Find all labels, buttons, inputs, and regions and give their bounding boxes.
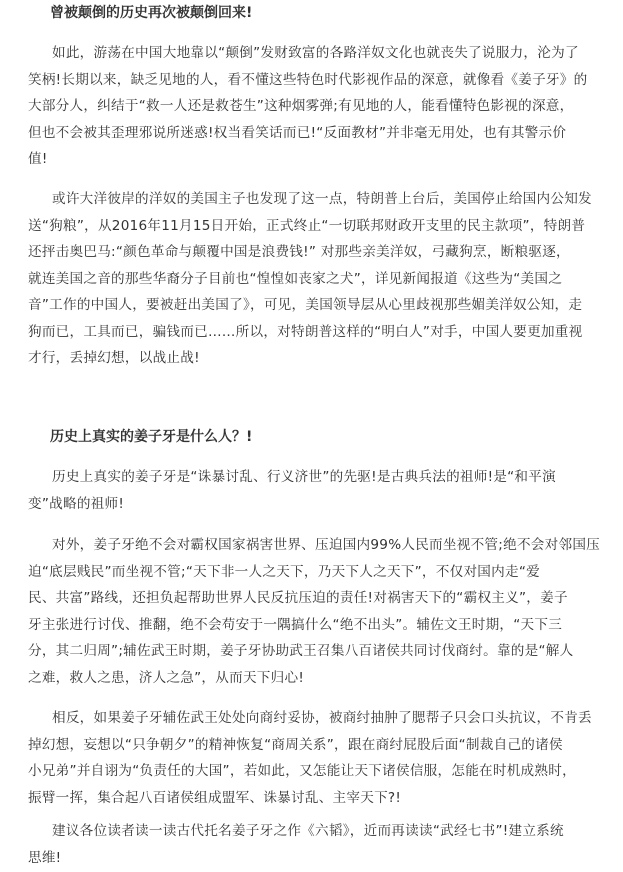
paragraph-line: 如此，游荡在中国大地靠以“颠倒”发财致富的各路洋奴文化也就丧失了说服力，沦为了 (52, 45, 579, 61)
paragraph-5 (28, 705, 620, 811)
paragraph-line: 建议各位读者读一读古代托名姜子牙之作《六韬》，近而再读读“武经七书”!建立系统 (52, 823, 564, 839)
section-heading-reversed-history: 曾被颠倒的历史再次被颠倒回来! (50, 5, 253, 21)
paragraph-line: 历史上真实的姜子牙是“诛暴讨乱、行义济世”的先驱!是古典兵法的祖师!是“和平演 (52, 469, 556, 485)
paragraph-line: 之难，救人之患，济人之急”，从而天下归心! (28, 669, 305, 686)
paragraph-6 (28, 818, 620, 871)
paragraph-line: 笑柄!长期以来，缺乏见地的人，看不懂这些特色时代影视作品的深意，就像看《姜子牙》的 (28, 71, 588, 88)
paragraph-4 (28, 532, 620, 691)
paragraph-line: 掉幻想，妄想以“只争朝夕”的精神恢复“商周关系”，跟在商纣屁股后面“制裁自己的诸侯 (28, 736, 563, 753)
section-heading-real-jiang-ziya: 历史上真实的姜子牙是什么人？! (50, 429, 253, 445)
paragraph-line: 牙主张进行讨伐、推翻，绝不会苟安于一隅搞什么“绝不出头”。辅佐文王时期，“天下三 (28, 616, 563, 633)
paragraph-line: 分，其二归周”;辅佐武王时期，姜子牙协助武王召集八百诸侯共同讨伐商纣。靠的是“解人 (28, 643, 574, 659)
paragraph-3 (28, 464, 620, 517)
paragraph-line: 但也不会被其歪理邪说所迷惑!权当看笑话而已!“反面教材”并非毫无用处，也有其警示价 (28, 124, 567, 141)
paragraph-line: 变”战略的祖师! (28, 495, 125, 512)
paragraph-line: 值! (28, 151, 48, 167)
paragraph-line: 大部分人，纠结于“救一人还是救苍生”这种烟雾弹;有见地的人，能看懂特色影视的深意， (28, 98, 574, 114)
paragraph-1 (28, 40, 620, 173)
paragraph-line: 狗而已，工具而已，骗钱而已……所以，对特朗普这样的“明白人”对手，中国人要更加重视 (28, 323, 583, 340)
paragraph-line: 小兄弟”并自诩为“负责任的大国”，若如此，又怎能让天下诸侯信服，怎能在时机成熟时， (28, 763, 576, 779)
paragraph-line: 对外，姜子牙绝不会对霸权国家祸害世界、压迫国内99%人民而坐视不管;绝不会对邻国压 (52, 537, 601, 553)
paragraph-line: 音”工作的中国人，要被赶出美国了》，可见，美国领导层从心里歧视那些媚美洋奴公知，走 (28, 297, 583, 313)
paragraph-line: 思维! (28, 849, 62, 866)
paragraph-line: 振臂一挥，集合起八百诸侯组成盟军、诛暴讨乱、主宰天下?! (28, 789, 402, 806)
paragraph-line: 民、共富”路线，还担负起帮助世界人民反抗压迫的责任!对祸害天下的“霸权主义”，姜子 (28, 590, 568, 606)
paragraph-line: 才行，丢掉幻想，以战止战! (28, 350, 200, 366)
paragraph-line: 就连美国之音的那些华裔分子目前也“惶惶如丧家之犬”，详见新闻报道《这些为“美国之 (28, 270, 563, 287)
paragraph-line: 送“狗粮”，从2016年11月15日开始，正式终止“一切联邦财政开支里的民主款项”，特朗普 (28, 217, 586, 234)
paragraph-line: 或许大洋彼岸的洋奴的美国主子也发现了这一点，特朗普上台后，美国停止给国内公知发 (52, 191, 592, 207)
paragraph-line: 迫“底层贱民”而坐视不管;“天下非一人之天下，乃天下人之天下”，不仅对国内走“爱 (28, 563, 540, 580)
paragraph-line: 还抨击奥巴马:“颜色革命与颠覆中国是浪费钱!” 对那些亲美洋奴，弓藏狗烹，断粮驱逐， (28, 244, 570, 260)
paragraph-line: 相反，如果姜子牙辅佐武王处处向商纣妥协，被商纣抽肿了腮帮子只会口头抗议，不肯丢 (52, 710, 592, 726)
paragraph-2 (28, 186, 620, 372)
